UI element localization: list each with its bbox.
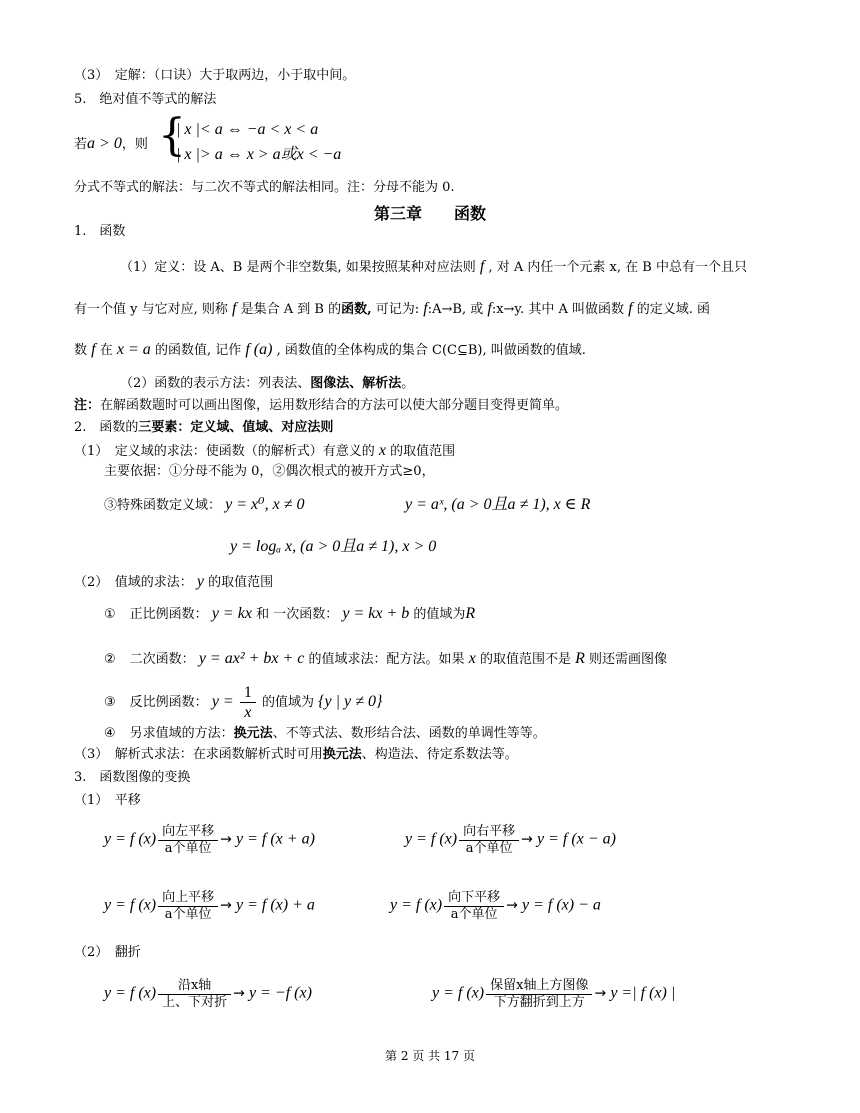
- r2-text-c: 的取值范围不是: [479, 652, 571, 667]
- r4-text-a: 另求值域的方法：: [129, 726, 234, 741]
- r1-text-c: 的值域为: [413, 607, 466, 622]
- abs-case-1: | x |< a ⇔ −a < x < a: [176, 121, 319, 138]
- item-number: ④: [104, 726, 116, 741]
- special-domain: [104, 495, 304, 514]
- definition-line-3: [74, 340, 586, 359]
- domain-text-a: （1） 定义域的求法：使函数（的解析式）有意义的: [74, 444, 375, 459]
- t3-lhs: y = f (x): [104, 896, 157, 914]
- special-f2: y = aˣ, (a > 0且a ≠ 1), x ∈ R: [405, 496, 591, 513]
- transform-left-shift: [104, 824, 315, 856]
- r3-fraction: [240, 683, 256, 722]
- arrow-icon: →: [220, 831, 232, 848]
- r1-text-a: 正比例函数：: [129, 607, 208, 622]
- expr-text-a: （3） 解析式求法：在求函数解析式时可用: [74, 747, 323, 762]
- abs-cond: a > 0: [87, 135, 122, 152]
- r4-bold: 换元法: [233, 726, 273, 741]
- fraction-ineq-note: 分式不等式的解法：与二次不等式的解法相同。注：分母不能为 0.: [74, 180, 455, 195]
- page-footer: 第 2 页 共 17 页: [385, 1049, 475, 1063]
- section-3-title: 3. 函数图像的变换: [74, 770, 191, 785]
- r3-numerator: 1: [240, 683, 256, 703]
- t6-bottom: 下方翻折到上方: [493, 994, 585, 1010]
- r1-f2: y = kx + b: [342, 605, 410, 622]
- transform-abs: [432, 978, 675, 1010]
- def3-text-c: 的函数值, 记作: [154, 343, 242, 358]
- solve-rule-line: （3） 定解：（口诀）大于取两边，小于取中间。: [74, 68, 356, 83]
- abs-then: ，则: [121, 137, 148, 152]
- left-brace: {: [158, 110, 186, 161]
- t2-top: 向右平移: [459, 824, 519, 841]
- t3-rhs: y = f (x) + a: [236, 896, 315, 914]
- translation-label: （1） 平移: [74, 793, 141, 808]
- t4-top: 向下平移: [444, 890, 504, 907]
- r3-denominator: x: [244, 704, 252, 722]
- arrow-icon: →: [233, 985, 245, 1002]
- r2-R: R: [575, 650, 585, 667]
- r2-text-a: 二次函数：: [129, 652, 195, 667]
- def1-text-b: , 对 A 内任一个元素 x, 在 B 中总有一个且只: [488, 260, 747, 275]
- r3-set: {y | y ≠ 0}: [318, 693, 383, 711]
- t5-top: 沿x轴: [158, 978, 231, 995]
- t1-bottom: a个单位: [164, 840, 212, 856]
- def2-f2: f: [423, 300, 428, 317]
- def2-bold: 函数,: [341, 302, 372, 317]
- transform-up-shift: [104, 890, 315, 922]
- arrow-icon: →: [594, 985, 607, 1002]
- r2-x: x: [468, 650, 476, 667]
- def3-text-a: 数: [74, 343, 88, 358]
- r1-f1: y = kx: [211, 605, 252, 622]
- def2-f1: f: [232, 300, 237, 317]
- r2-f: y = ax² + bx + c: [198, 650, 305, 667]
- chapter-title: 第三章 函数: [373, 204, 486, 223]
- item-number: ①: [104, 607, 116, 622]
- abs-ineq-title: 5. 绝对值不等式的解法: [74, 92, 217, 107]
- range-item-4: [104, 726, 546, 742]
- transform-right-shift: [405, 824, 616, 856]
- r3-text-b: 的值域为: [262, 695, 315, 711]
- t5-lhs: y = f (x): [104, 984, 157, 1002]
- t3-arrow-label: [158, 890, 218, 922]
- expression-method: [74, 747, 518, 763]
- item-number: ②: [104, 652, 116, 667]
- domain-text-b: 的取值范围: [390, 444, 456, 459]
- def2-text-b: 是集合 A 到 B 的: [240, 302, 342, 317]
- t1-arrow-label: [158, 824, 218, 856]
- definition-line-1: [120, 257, 747, 276]
- range-method: [74, 572, 273, 591]
- r2-text-d: 则还需画图像: [589, 652, 668, 667]
- t1-lhs: y = f (x): [104, 830, 157, 848]
- special-f1: y = x⁰, x ≠ 0: [225, 496, 305, 513]
- def3-f: f: [91, 341, 96, 358]
- def2-f3: f: [487, 300, 492, 317]
- t5-bottom: 上、下对折: [162, 994, 228, 1010]
- domain-x: x: [378, 442, 387, 459]
- def2-text-c: 可记为:: [375, 302, 420, 317]
- t4-lhs: y = f (x): [390, 896, 443, 914]
- arrow-icon: →: [220, 897, 232, 914]
- flip-label: （2） 翻折: [74, 945, 141, 960]
- domain-basis: 主要依据：①分母不能为 0，②偶次根式的被开方式≥0，: [104, 464, 435, 479]
- transform-down-shift: [390, 890, 601, 922]
- t6-top: 保留x轴上方图像: [486, 978, 592, 995]
- def3-eq: x = a: [116, 341, 151, 358]
- t2-lhs: y = f (x): [405, 830, 458, 848]
- note-bold: 注：: [74, 398, 101, 413]
- section-2-title: [74, 420, 333, 436]
- r1-R: R: [465, 605, 476, 622]
- repr-bold: 图像法、解析法: [310, 376, 402, 391]
- t4-rhs: y = f (x) − a: [522, 896, 601, 914]
- t3-bottom: a个单位: [164, 906, 212, 922]
- r3-text-a: 反比例函数：: [129, 695, 208, 711]
- range-item-1: [104, 604, 475, 623]
- special-label: ③特殊函数定义域：: [104, 498, 222, 513]
- t2-rhs: y = f (x − a): [537, 830, 616, 848]
- domain-method: [74, 441, 455, 460]
- t6-arrow-label: [486, 978, 592, 1010]
- range-text-a: （2） 值域的求法：: [74, 575, 193, 590]
- def1-f: f: [479, 258, 485, 275]
- arrow-icon: →: [521, 831, 533, 848]
- representation-line: [120, 376, 414, 392]
- s2-title-bold: 三要素：定义域、值域、对应法则: [138, 420, 334, 435]
- s2-title-a: 2. 函数的: [74, 420, 139, 435]
- range-text-b: 的取值范围: [208, 575, 274, 590]
- note-line: [74, 398, 568, 414]
- t3-top: 向上平移: [158, 890, 218, 907]
- t6-rhs: y =| f (x) |: [610, 984, 676, 1002]
- range-item-2: [104, 649, 667, 668]
- t1-rhs: y = f (x + a): [236, 830, 315, 848]
- t5-rhs: y = −f (x): [249, 984, 312, 1002]
- t5-arrow-label: [158, 978, 231, 1010]
- def1-text: （1）定义：设 A、B 是两个非空数集, 如果按照某种对应法则: [120, 260, 476, 275]
- definition-line-2: [74, 299, 710, 318]
- def3-text-b: 在: [99, 343, 113, 358]
- r4-text-b: 、不等式法、数形结合法、函数的单调性等等。: [272, 726, 546, 741]
- item-number: ③: [104, 695, 116, 711]
- repr-text-a: （2）函数的表示方法：列表法、: [120, 376, 311, 391]
- t2-bottom: a个单位: [465, 840, 513, 856]
- note-text: 在解函数题时可以画出图像，运用数形结合的方法可以使大部分题目变得更简单。: [100, 398, 569, 413]
- abs-prefix: 若: [74, 137, 88, 152]
- def2-text-d: :A→B, 或: [427, 302, 484, 317]
- abs-ineq-condition: [74, 134, 148, 153]
- t4-arrow-label: [444, 890, 504, 922]
- def2-text-e: :x→y. 其中 A 叫做函数: [491, 302, 624, 317]
- r3-y: y =: [211, 693, 234, 711]
- def3-text-d: , 函数值的全体构成的集合 C(C⊆B), 叫做函数的值域.: [276, 343, 586, 358]
- range-y: y: [196, 573, 205, 590]
- section-1-title: 1. 函数: [74, 224, 126, 239]
- def2-text-a: 有一个值 y 与它对应, 则称: [74, 302, 228, 317]
- t4-bottom: a个单位: [450, 906, 498, 922]
- t6-lhs: y = f (x): [432, 984, 485, 1002]
- t1-top: 向左平移: [158, 824, 218, 841]
- expr-text-b: 、构造法、待定系数法等。: [361, 747, 518, 762]
- t2-arrow-label: [459, 824, 519, 856]
- transform-flip-x: [104, 978, 312, 1010]
- expr-bold: 换元法: [322, 747, 362, 762]
- r2-text-b: 的值域求法：配方法。如果: [308, 652, 465, 667]
- def3-fa: f (a): [245, 341, 273, 358]
- def2-text-g: 的定义域. 函: [636, 302, 710, 317]
- range-item-3: [104, 683, 382, 722]
- r1-text-b: 和 一次函数：: [256, 607, 339, 622]
- special-f3: y = logₐ x, (a > 0且a ≠ 1), x > 0: [230, 538, 437, 555]
- def2-f4: f: [628, 300, 633, 317]
- abs-case-2: | x |> a ⇔ x > a或x < −a: [176, 146, 342, 163]
- repr-text-b: 。: [401, 376, 415, 391]
- arrow-icon: →: [506, 897, 518, 914]
